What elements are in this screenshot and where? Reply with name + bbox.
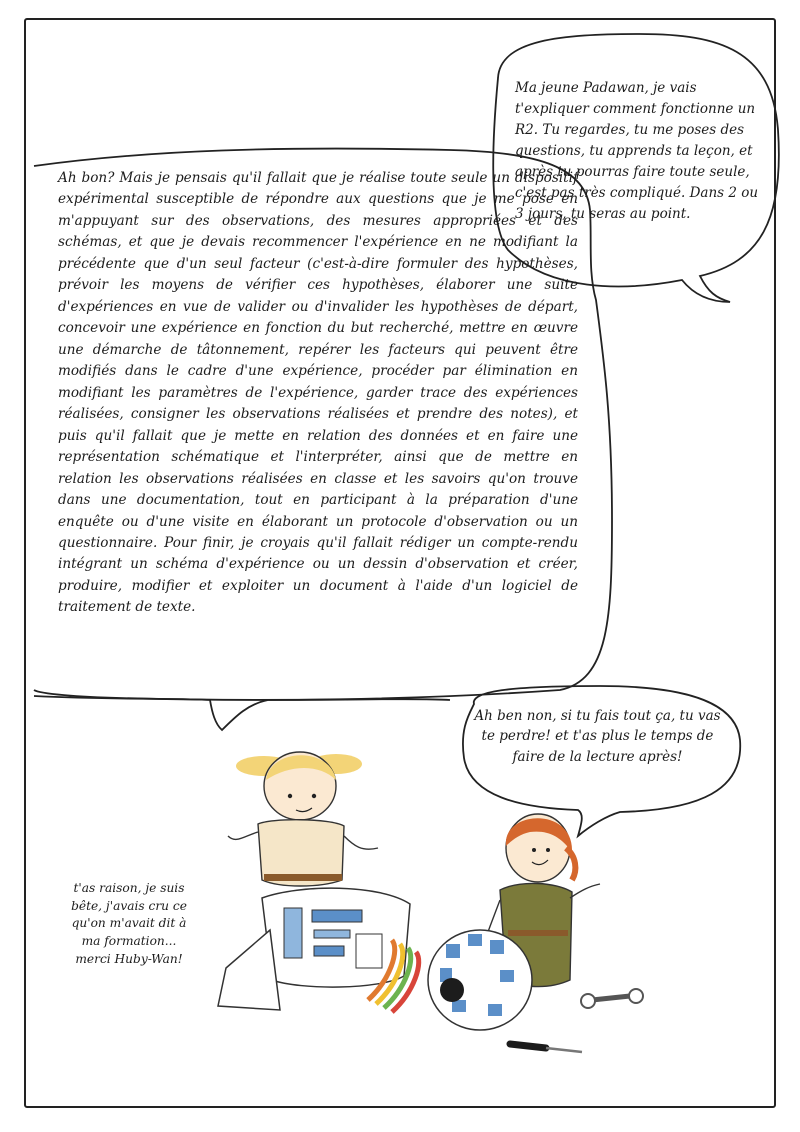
reply-speech-text: Ah ben non, si tu fais tout ça, tu vas te perdre! et t'as plus le temps de faire de la lecture après! bbox=[474, 708, 721, 765]
student-caption-text: t'as raison, je suis bête, j'avais cru ce qu'on m'avait dit à ma formation... merci Huby-Wan! bbox=[71, 881, 187, 966]
student-bubble-tail bbox=[34, 696, 450, 730]
r2-body-drawing bbox=[218, 888, 419, 1012]
wrench-drawing bbox=[581, 989, 643, 1008]
girl-padawan-drawing bbox=[228, 752, 378, 886]
r2-dome-drawing bbox=[428, 930, 532, 1030]
student-speech-text: Ah bon? Mais je pensais qu'il fallait que je réalise toute seule un dispositif expérimental susceptible de répondre aux questions que je me pose en m'appuyant sur des observations, des mesures appropriées et des schémas, et que je devais recommencer l'expérience en ne modifiant la précédente que d'un seul facteur (c'est-à-dire formuler des hypothèses, prévoir les moyens de vérifier ces hypothèses, élaborer une suite d'expériences en vue de valider ou d'invalider les hypothèses de départ, concevoir une expérience en fonction du but recherché, mettre en œuvre une démarche de tâtonnement, repérer les facteurs qui peuvent être modifiés dans le cadre d'une expérience, procéder par élimination en modifiant les paramètres de l'expérience, garder trace des expériences réalisées, consigner les observations réalisées et prendre des notes), et puis qu'il fallait que je mette en relation des données et en faire une représentation schématique et l'interpréter, ainsi que de mettre en relation les observations réalisées en classe et les savoirs qu'on trouve dans une documentation, tout en participant à la préparation d'une enquête ou d'une visite en élaborant un protocole d'observation ou un questionnaire. Pour finir, je croyais qu'il fallait rédiger un compte-rendu intégrant un schéma d'expérience ou un dessin d'observation et créer, produire, modifier et exploiter un document à l'aide d'un logiciel de traitement de texte. bbox=[58, 170, 578, 616]
screwdriver-drawing bbox=[510, 1044, 582, 1052]
master-speech-text: Ma jeune Padawan, je vais t'expliquer comment fonctionne un R2. Tu regardes, tu me poses des questions, tu apprends ta leçon, et après tu pourras faire toute seule, c'est pas très compliqué. Dans 2 ou 3 jours, tu seras au point. bbox=[515, 80, 759, 222]
